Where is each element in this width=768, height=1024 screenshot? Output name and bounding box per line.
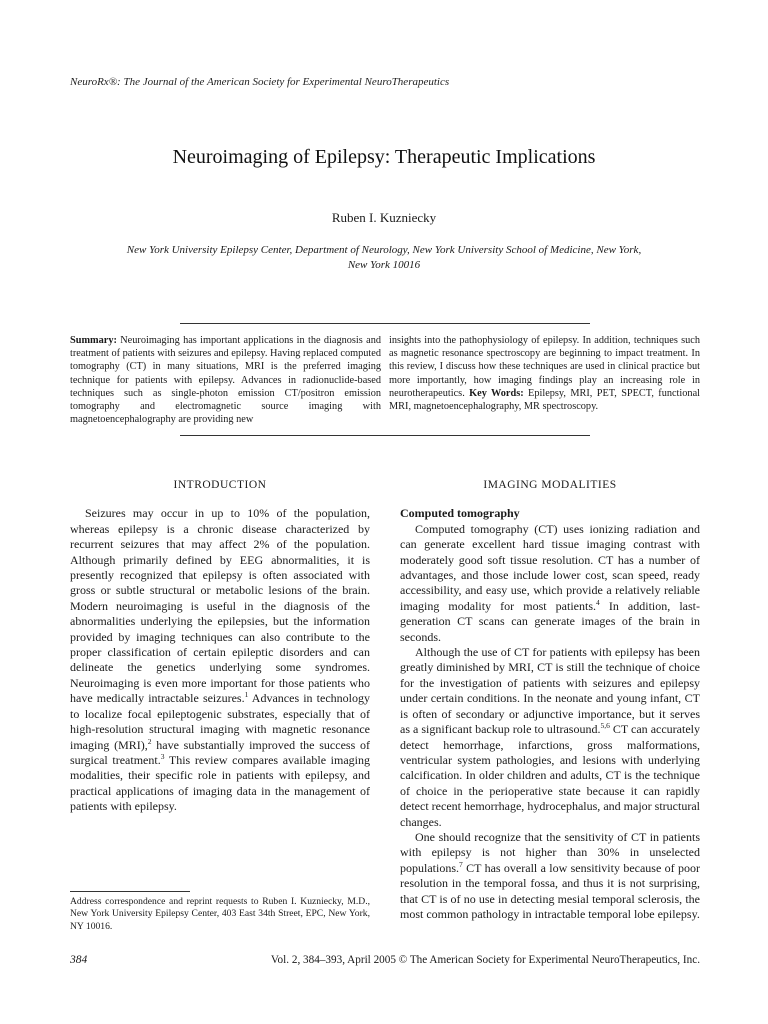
introduction-column (70, 478, 370, 815)
ct-text-3b: CT has overall a low sensitivity because of poor resolution in the temporal fossa, and thus it is not surprising, that CT is of no use in detecting mesial temporal sclerosis, the most common pathology in intractable temporal lobe epilepsy. (400, 860, 700, 921)
summary-top-rule (180, 323, 590, 324)
author-affiliation (92, 243, 676, 273)
intro-text-2: Advances in technology to localize focal epileptogenic substrates, especially that of high-resolution structural imaging with magnetic resonance imaging (MRI), (70, 691, 370, 752)
reference-2: 2 (147, 736, 152, 746)
author-name: Ruben I. Kuzniecky (331, 210, 437, 225)
article-title: Neuroimaging of Epilepsy: Therapeutic Implications (172, 146, 596, 168)
keywords-label: Key Words: (469, 387, 524, 399)
journal-citation: Vol. 2, 384–393, April 2005 © The American Society for Experimental NeuroTherapeutics, Inc. (270, 954, 700, 966)
summary-right-column (389, 334, 700, 413)
ct-text-1a: Computed tomography (CT) uses ionizing radiation and can generate excellent hard tissue imaging contrast with moderately good soft tissue resolution. CT has a number of advantages, and those include lower cost, scan speed, ready accessibility, and easy use, which provide a relatively reliable imaging modality for most patients. (400, 521, 700, 613)
summary-bottom-rule (180, 435, 590, 436)
reference-4: 4 (596, 597, 600, 607)
intro-text-4: This review compares available imaging modalities, their specific role in patients with epilepsy, and practical applications of imaging data in the management of patients with epilepsy. (70, 752, 370, 814)
ct-text-3a: One should recognize that the sensitivity of CT in patients with epilepsy is not higher than 30% in unselected populations. (400, 829, 700, 875)
summary-label: Summary: (70, 335, 117, 346)
reference-3: 3 (160, 751, 165, 761)
ct-paragraph-2 (400, 645, 700, 830)
imaging-modalities-column (400, 478, 700, 922)
ct-paragraph-3 (400, 830, 700, 922)
journal-header: NeuroRx®: The Journal of the American Society for Experimental NeuroTherapeutics (70, 76, 450, 88)
page-number: 384 (70, 954, 88, 966)
summary-text-right: insights into the pathophysiology of epilepsy. In addition, techniques such as magnetic resonance spectroscopy are beginning to impact treatment. In this review, I discuss how these techniques are used in clinical practice but more importantly, how imaging findings play an increasing role in neurotherapeutics. (389, 335, 700, 399)
imaging-modalities-heading: IMAGING MODALITIES (483, 479, 617, 491)
affiliation-line-2: New York 10016 (347, 259, 421, 271)
reference-7: 7 (459, 859, 463, 869)
footnote-rule (70, 891, 190, 892)
reference-1: 1 (244, 690, 249, 700)
ct-text-2a: Although the use of CT for patients with epilepsy has been greatly diminished by MRI, CT is still the technique of choice for the investigation of patients with seizures and epilepsy under certain conditions. In the neonate and young infant, CT is often of secondary or adjunctive importance, but it serves as a significant backup role to ultrasound. (400, 645, 700, 737)
ct-text-1b: In addition, last-generation CT scans can generate images of the brain in seconds. (400, 598, 700, 644)
keywords-list: Epilepsy, MRI, PET, SPECT, functional MRI, magnetoencephalography, MR spectroscopy. (389, 387, 701, 413)
intro-text-3: have substantially improved the success of surgical treatment. (70, 737, 370, 767)
intro-text-1: Seizures may occur in up to 10% of the population, whereas epilepsy is a chronic disease characterized by recurrent seizures that may affect 2% of the population. Although primarily defined by EEG abnormalities, it is presently recognized that epilepsy is often associated with gross or subtle structural or metabolic lesions of the brain. Modern neuroimaging is useful in the diagnosis of the abnormalities underlying the epilepsies, but the information provided by imaging techniques can also contribute to the proper classification of certain epileptic disorders and can delineate the genetics underlying some syndromes. Neuroimaging is even more important for those patients who have medically intractable seizures. (70, 506, 370, 706)
correspondence-footnote: Address correspondence and reprint requests to Ruben I. Kuzniecky, M.D., New York University Epilepsy Center, 403 East 34th Street, EPC, New York, NY 10016. (70, 896, 370, 932)
ct-text-2b: CT can accurately detect hemorrhage, infarctions, gross malformations, ventricular system pathologies, and lesions with underlying calcification. In older children and adults, CT is the technique of choice in the perioperative state because it can rapidly detect recent hemorrhage, hydrocephalus, and major structural changes. (400, 722, 700, 829)
introduction-paragraph (70, 506, 370, 814)
affiliation-line-1: New York University Epilepsy Center, Department of Neurology, New York University School of Medicine, New York, (126, 244, 642, 256)
introduction-heading: INTRODUCTION (173, 479, 267, 491)
ct-subheading: Computed tomography (400, 506, 520, 521)
summary-text-left: Neuroimaging has important applications in the diagnosis and treatment of patients with seizures and epilepsy. Having replaced computed tomography (CT) in many situations, MRI is the preferred imaging technique for patients with epilepsy. Advances in radionuclide-based techniques such as single-photon emission CT/positron emission tomography and electromagnetic source imaging with magnetoencephalography are providing new (70, 335, 381, 426)
ct-paragraph-1 (400, 522, 700, 645)
reference-5-6: 5,6 (600, 721, 610, 731)
summary-left-column (70, 334, 381, 426)
